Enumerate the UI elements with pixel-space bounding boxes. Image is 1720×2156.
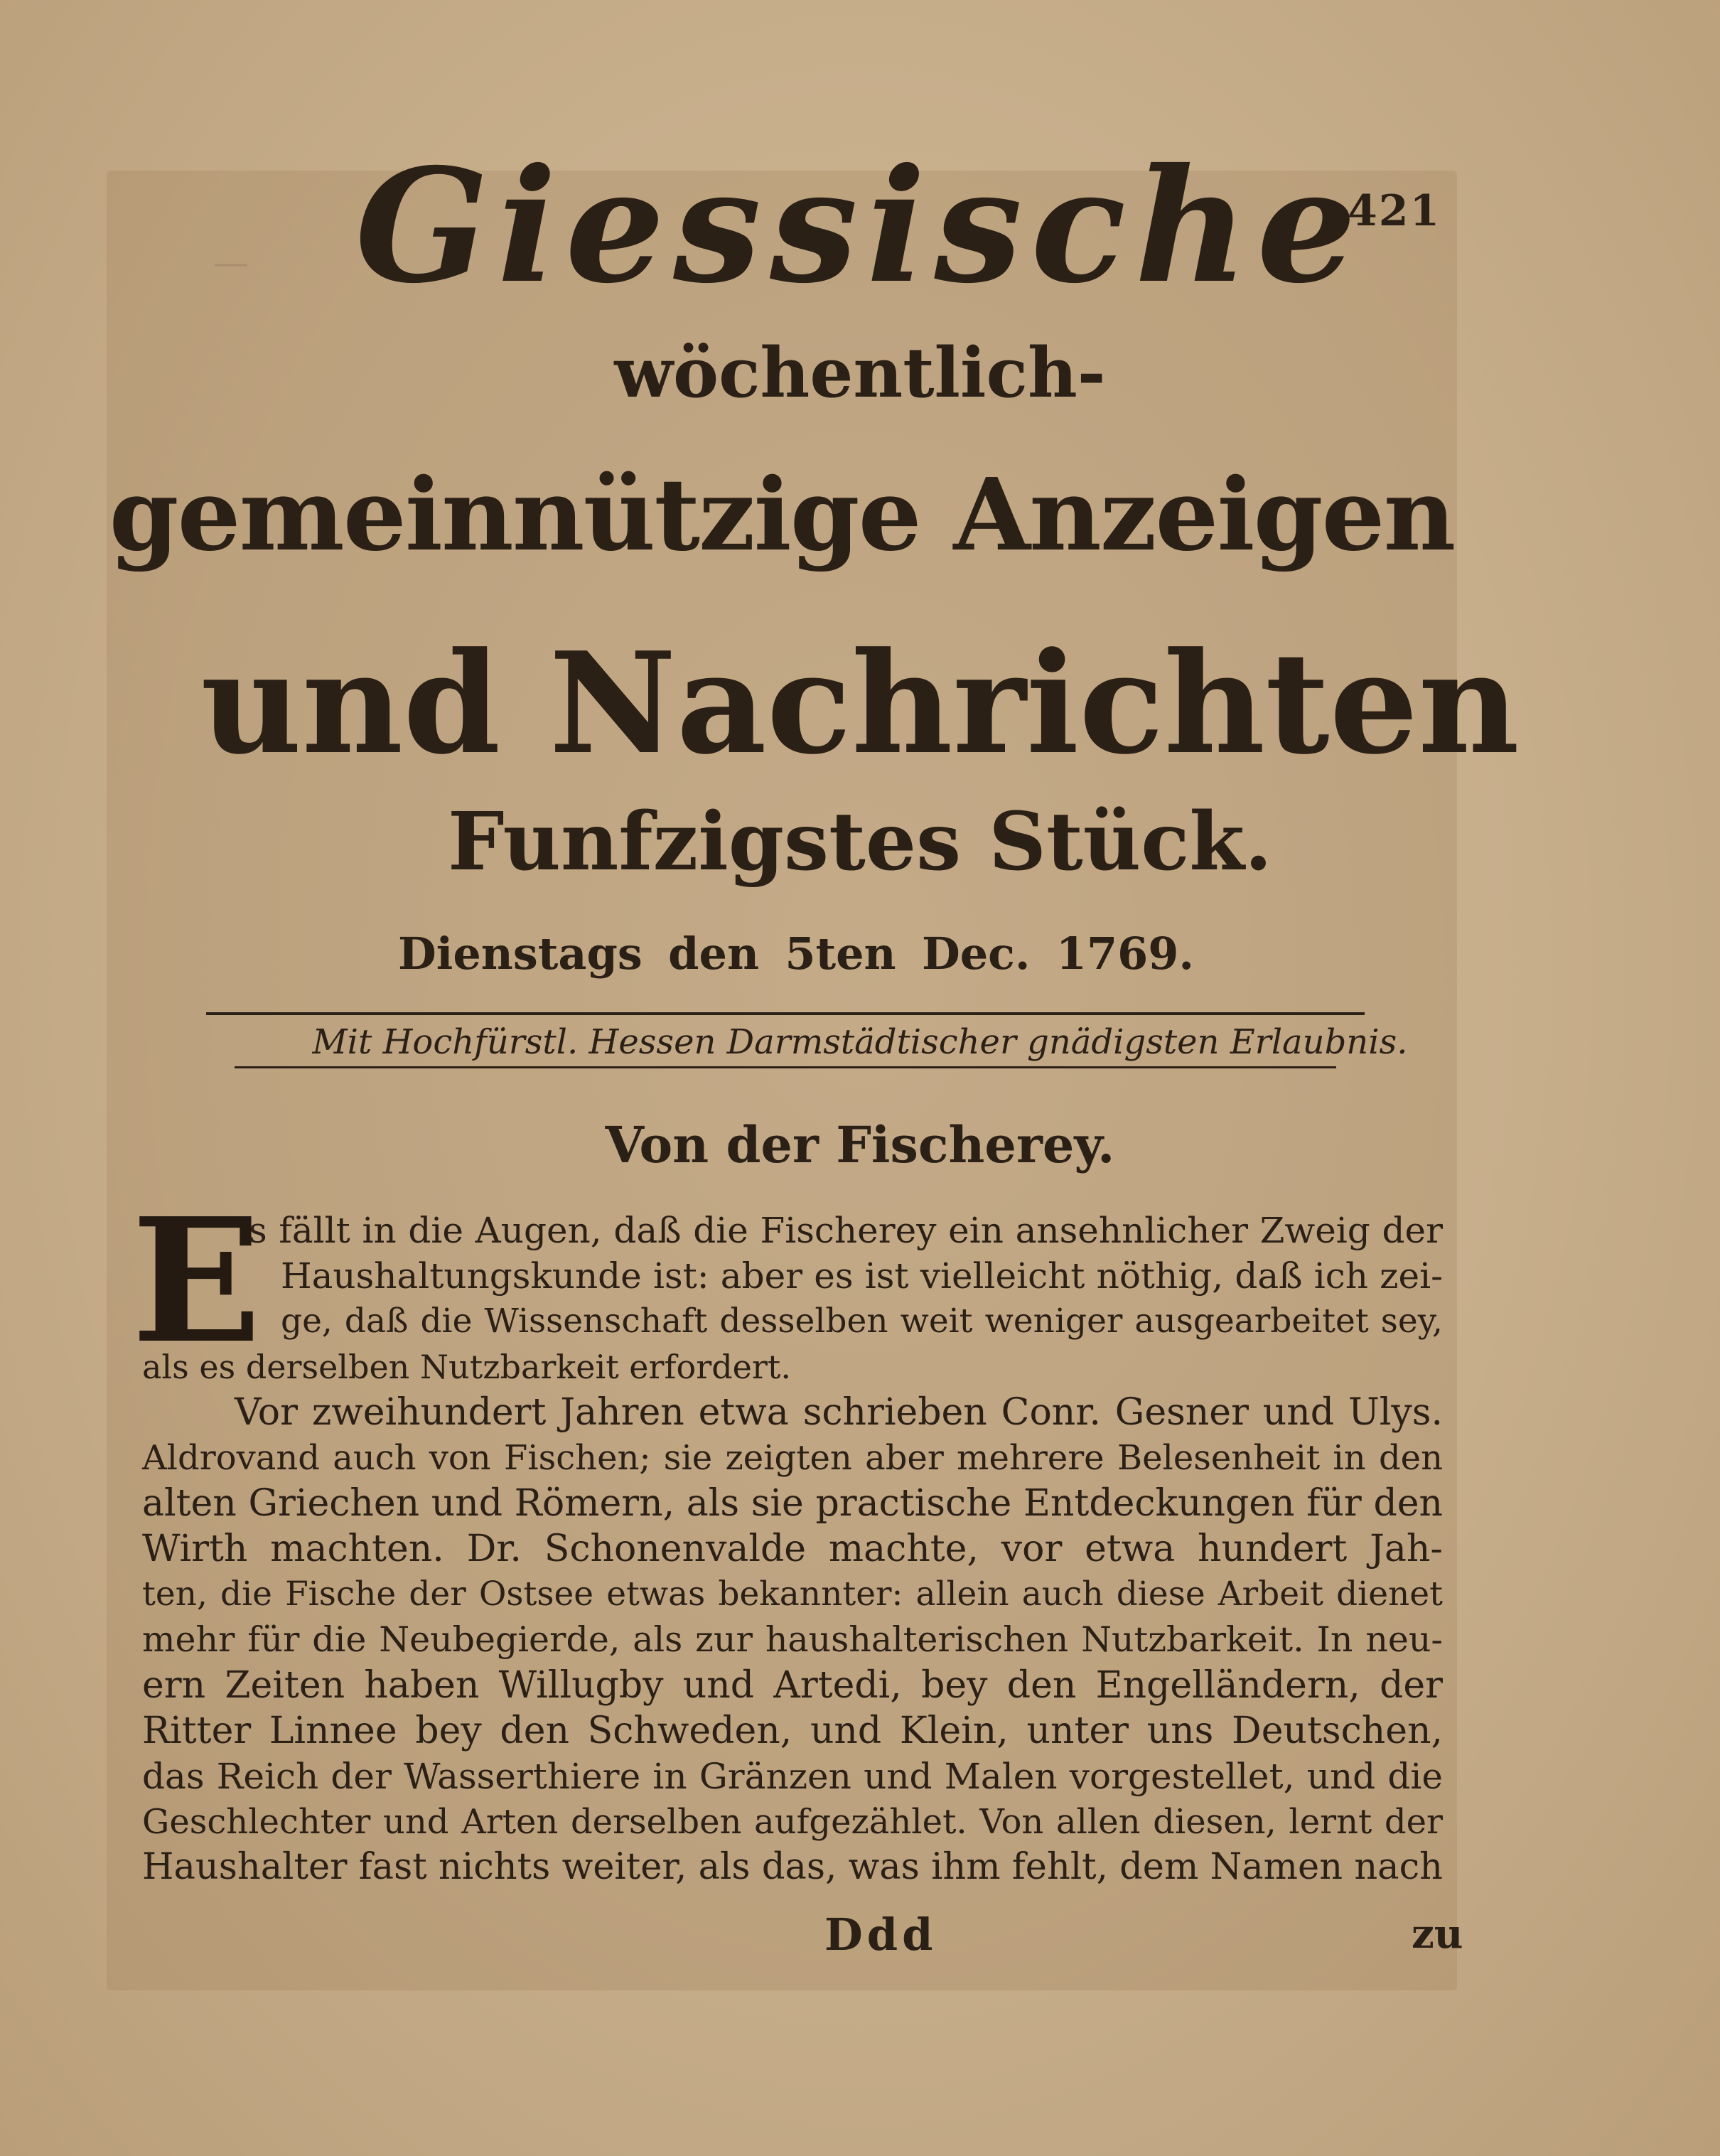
catchword: zu [1412,1911,1463,1958]
license-notice: Mit Hochfürstl. Hessen Darmstädtischer gnädigsten Erlaubnis. [312,1022,1408,1062]
date-article: den [668,928,760,980]
divider-rule-bottom [235,1066,1336,1068]
date-weekday: Dienstags [398,928,643,980]
article-line: Haushaltungskunde ist: aber es ist vielleicht nöthig, daß ich zei- [281,1255,1443,1297]
article-line: Wirth machten. Dr. Schonenvalde machte, vor etwa hundert Jah- [142,1528,1443,1570]
page-number: 421 [1348,186,1441,236]
article-line: s fällt in die Augen, daß die Fischerey ein ansehnlicher Zweig der [249,1210,1443,1251]
issue-date [398,926,1194,982]
masthead-title-line-4: und Nachrichten [200,622,1520,785]
article-line: ten, die Fische der Ostsee etwas bekannter: allein auch diese Arbeit dienet [142,1575,1443,1614]
article-line: Ritter Linnee bey den Schweden, und Klein, unter uns Deutschen, [142,1710,1443,1752]
date-year: 1769. [1055,928,1194,980]
masthead-title-line-3: gemeinnützige Anzeigen [109,457,1455,574]
article-heading: Von der Fischerey. [605,1115,1115,1174]
issue-number: Funfzigstes Stück. [448,795,1272,889]
article-line: mehr für die Neubegierde, als zur haushalterischen Nutzbarkeit. In neu- [142,1619,1443,1660]
article-line: Vor zweihundert Jahren etwa schrieben Conr. Gesner und Ulys. [235,1391,1443,1434]
article-line: Aldrovand auch von Fischen; sie zeigten aber mehrere Belesenheit in den [142,1438,1443,1478]
divider-rule-top [206,1012,1365,1015]
article-line: ern Zeiten haben Willugby und Artedi, bey den Engelländern, der [142,1664,1443,1707]
article-line: als es derselben Nutzbarkeit erfordert. [142,1348,791,1386]
date-month: Dec. [921,928,1031,980]
article-line: Haushalter fast nichts weiter, als das, was ihm fehlt, dem Namen nach [142,1846,1443,1888]
article-line: Geschlechter und Arten derselben aufgezählet. Von allen diesen, lernt der [142,1802,1443,1842]
date-day: 5ten [785,928,896,980]
drop-cap-initial: E [131,1181,262,1381]
article-line: ge, daß die Wissenschaft desselben weit weniger ausgearbeitet sey, [281,1302,1443,1341]
show-through-text: — [213,242,249,283]
article-line: das Reich der Wasserthiere in Gränzen und Malen vorgestellet, und die [142,1756,1443,1797]
signature-mark: Ddd [824,1909,937,1961]
article-line: alten Griechen und Römern, als sie practische Entdeckungen für den [142,1482,1443,1525]
masthead-title-line-2: wöchentlich- [614,333,1106,413]
masthead-title-line-1: Giessische [355,134,1365,318]
